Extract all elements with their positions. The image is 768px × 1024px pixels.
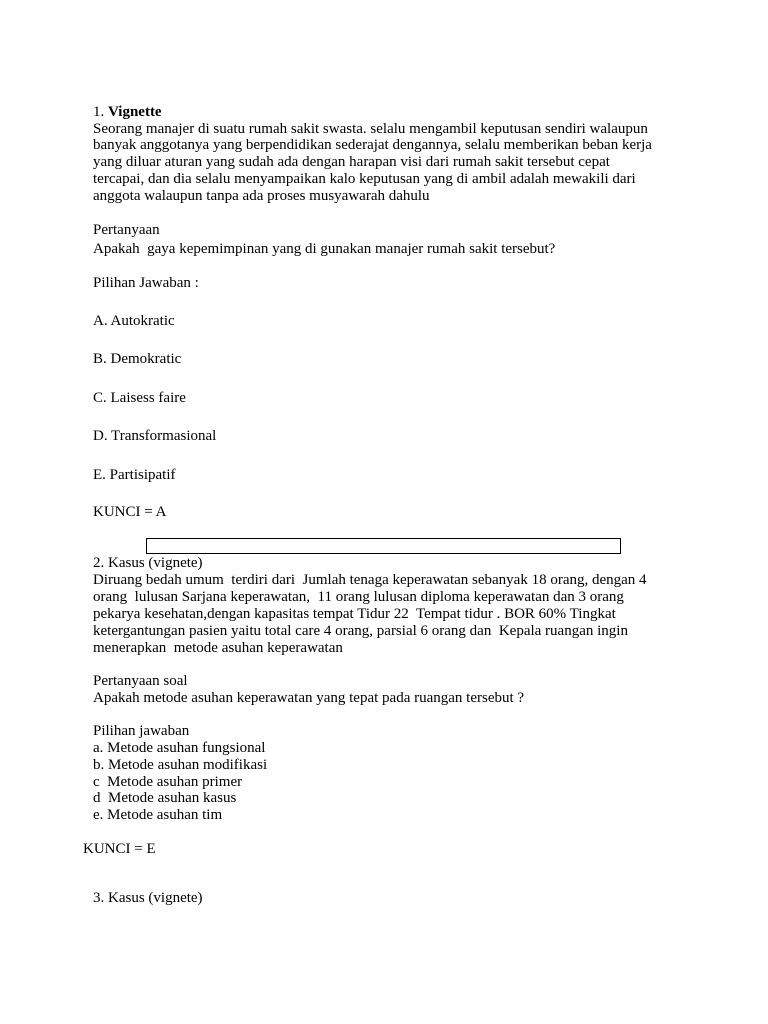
q1-vignette-line: Seorang manajer di suatu rumah sakit swasta. selalu mengambil keputusan sendiri walaupun <box>93 121 648 137</box>
q2-case-line: orang lulusan Sarjana keperawatan, 11 orang lulusan diploma keperawatan dan 3 orang <box>93 589 624 605</box>
q1-vignette-line: banyak anggotanya yang berpendidikan sederajat dengannya, selalu memberikan beban kerja <box>93 137 652 153</box>
q3-title: 3. Kasus (vignete) <box>93 890 203 906</box>
q2-title: 2. Kasus (vignete) <box>93 555 203 571</box>
q1-choice-b: B. Demokratic <box>93 351 182 367</box>
q1-choice-c: C. Laisess faire <box>93 390 186 406</box>
q2-choice-c: c Metode asuhan primer <box>93 774 243 790</box>
q1-vignette-line: anggota walaupun tanpa ada proses musyawarah dahulu <box>93 188 430 204</box>
q2-choice-b: b. Metode asuhan modifikasi <box>93 757 268 773</box>
q2-case-line: ketergantungan pasien yaitu total care 4 orang, parsial 6 orang dan Kepala ruangan ingin <box>93 623 628 639</box>
q1-vignette-line: yang diluar aturan yang sudah ada dengan harapan visi dari rumah sakit tersebut cepat <box>93 154 610 170</box>
q1-number: 1. <box>93 104 105 120</box>
q2-choice-a: a. Metode asuhan fungsional <box>93 740 266 756</box>
q1-question: Apakah gaya kepemimpinan yang di gunakan manajer rumah sakit tersebut? <box>93 241 556 257</box>
q2-choice-e: e. Metode asuhan tim <box>93 807 223 823</box>
q1-choice-e: E. Partisipatif <box>93 467 176 483</box>
q1-answer-key: KUNCI = A <box>93 504 167 520</box>
q2-question: Apakah metode asuhan keperawatan yang tepat pada ruangan tersebut ? <box>93 690 525 706</box>
q2-answer-key: KUNCI = E <box>83 841 156 857</box>
q1-choice-d: D. Transformasional <box>93 428 217 444</box>
q2-choice-d: d Metode asuhan kasus <box>93 790 237 806</box>
q1-question-label: Pertanyaan <box>93 222 160 238</box>
q2-case-line: menerapkan metode asuhan keperawatan <box>93 640 343 656</box>
q2-case-line: pekarya kesehatan,dengan kapasitas tempat Tidur 22 Tempat tidur . BOR 60% Tingkat <box>93 606 616 622</box>
q1-title: Vignette <box>108 104 162 120</box>
q1-choices-label: Pilihan Jawaban : <box>93 275 199 291</box>
q1-heading <box>93 104 162 121</box>
q2-case-line: Diruang bedah umum terdiri dari Jumlah tenaga keperawatan sebanyak 18 orang, dengan 4 <box>93 572 647 588</box>
empty-text-box <box>146 538 621 554</box>
q2-question-label: Pertanyaan soal <box>93 673 188 689</box>
q1-choice-a: A. Autokratic <box>93 313 175 329</box>
q1-vignette-line: tercapai, dan dia selalu menyampaikan kalo keputusan yang di ambil adalah mewakili dari <box>93 171 636 187</box>
q2-choices-label: Pilihan jawaban <box>93 723 190 739</box>
